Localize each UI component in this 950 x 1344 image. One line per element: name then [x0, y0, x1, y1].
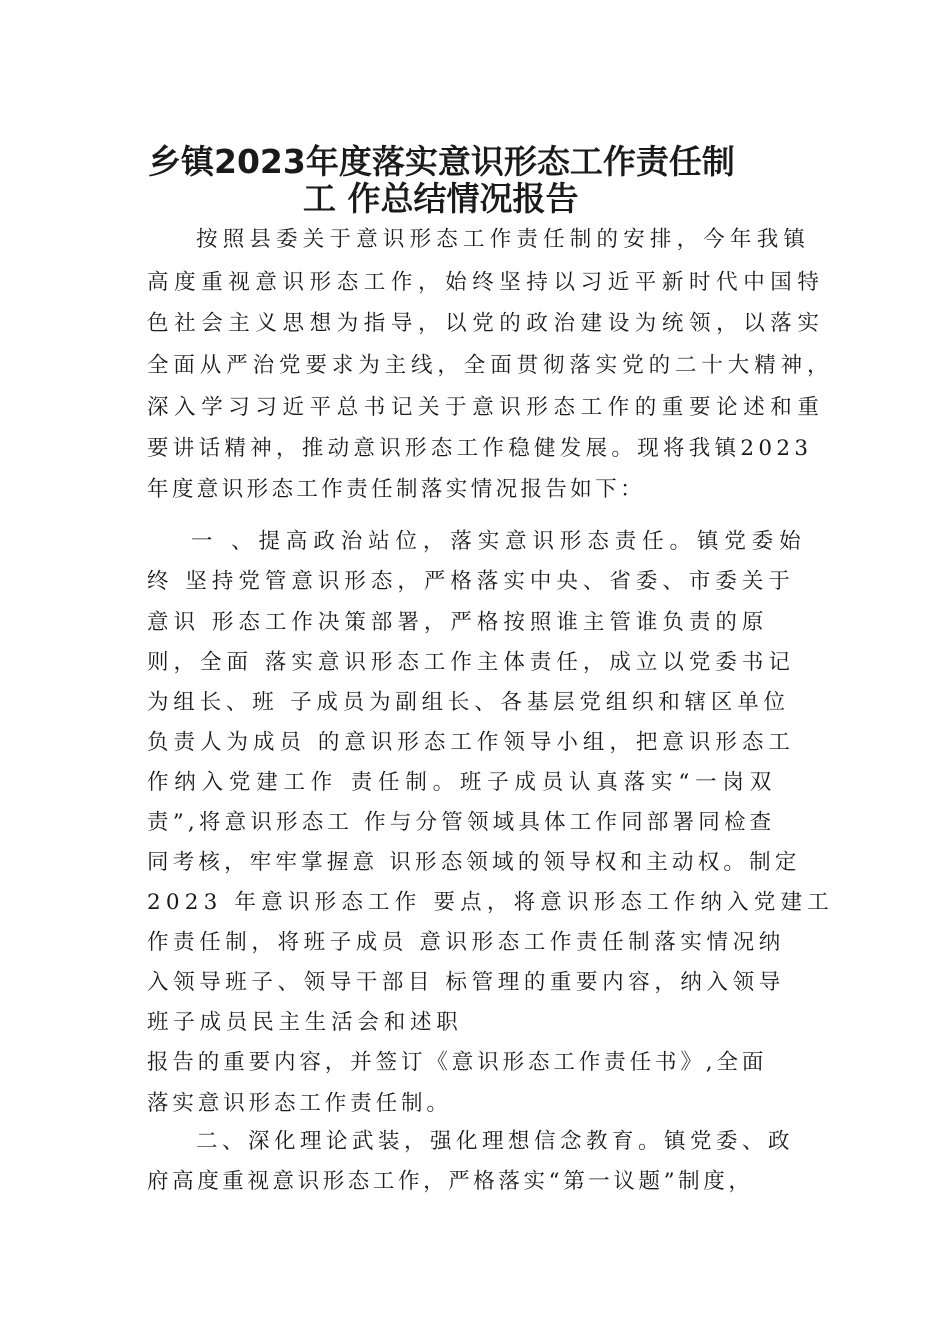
paragraph-line: 2023 年意识形态工作 要点，将意识形态工作纳入党建工 [147, 890, 834, 915]
paragraph-line: 入领导班子、领导干部目 标管理的重要内容，纳入领导 [147, 970, 785, 995]
paragraph-line: 按照县委关于意识形态工作责任制的安排，今年我镇 [196, 227, 811, 252]
paragraph-line: 府高度重视意识形态工作，严格落实“第一议题”制度， [147, 1169, 754, 1194]
paragraph-line: 深入学习习近平总书记关于意识形态工作的重要论述和重 [147, 395, 825, 420]
paragraph-line: 作纳入党建工作 责任制。班子成员认真落实“一岗双 [147, 770, 778, 795]
paragraph-line: 负责人为成员 的意识形态工作领导小组，把意识形态工 [147, 730, 795, 755]
paragraph-line: 责”,将意识形态工 作与分管领域具体工作同部署同检查 [147, 810, 776, 835]
paragraph-line: 作责任制，将班子成员 意识形态工作责任制落实情况纳 [147, 930, 785, 955]
paragraph-line: 班子成员民主生活会和述职 [147, 1010, 463, 1035]
paragraph-line: 终 坚持党管意识形态，严格落实中央、省委、市委关于 [147, 569, 795, 594]
paragraph-line: 全面从严治党要求为主线，全面贯彻落实党的二十大精神， [147, 353, 834, 378]
paragraph-line: 二、深化理论武装，强化理想信念教育。镇党委、政 [196, 1129, 795, 1154]
document-title-line-2: 工 作总结情况报告 [303, 179, 579, 218]
paragraph-line: 则，全面 落实意识形态工作主体责任，成立以党委书记 [147, 650, 795, 675]
paragraph-line: 色社会主义思想为指导，以党的政治建设为统领，以落实 [147, 311, 825, 336]
paragraph-line: 要讲话精神，推动意识形态工作稳健发展。现将我镇2023 [147, 436, 813, 461]
paragraph-line: 为组长、班 子成员为副组长、各基层党组织和辖区单位 [147, 690, 790, 715]
paragraph-line: 一 、提高政治站位，落实意识形态责任。镇党委始 [191, 529, 807, 554]
paragraph-line: 落实意识形态工作责任制。 [147, 1091, 452, 1116]
paragraph-line: 高度重视意识形态工作，始终坚持以习近平新时代中国特 [147, 270, 825, 295]
paragraph-line: 报告的重要内容，并签订《意识形态工作责任书》,全面 [147, 1050, 768, 1075]
paragraph-line: 同考核，牢牢掌握意 识形态领域的领导权和主动权。制定 [147, 850, 801, 875]
document-title-line-1: 乡镇2023年度落实意识形态工作责任制 [148, 142, 735, 181]
paragraph-line: 年度意识形态工作责任制落实情况报告如下： [147, 477, 646, 502]
paragraph-line: 意识 形态工作决策部署，严格按照谁主管谁负责的原 [147, 610, 769, 635]
